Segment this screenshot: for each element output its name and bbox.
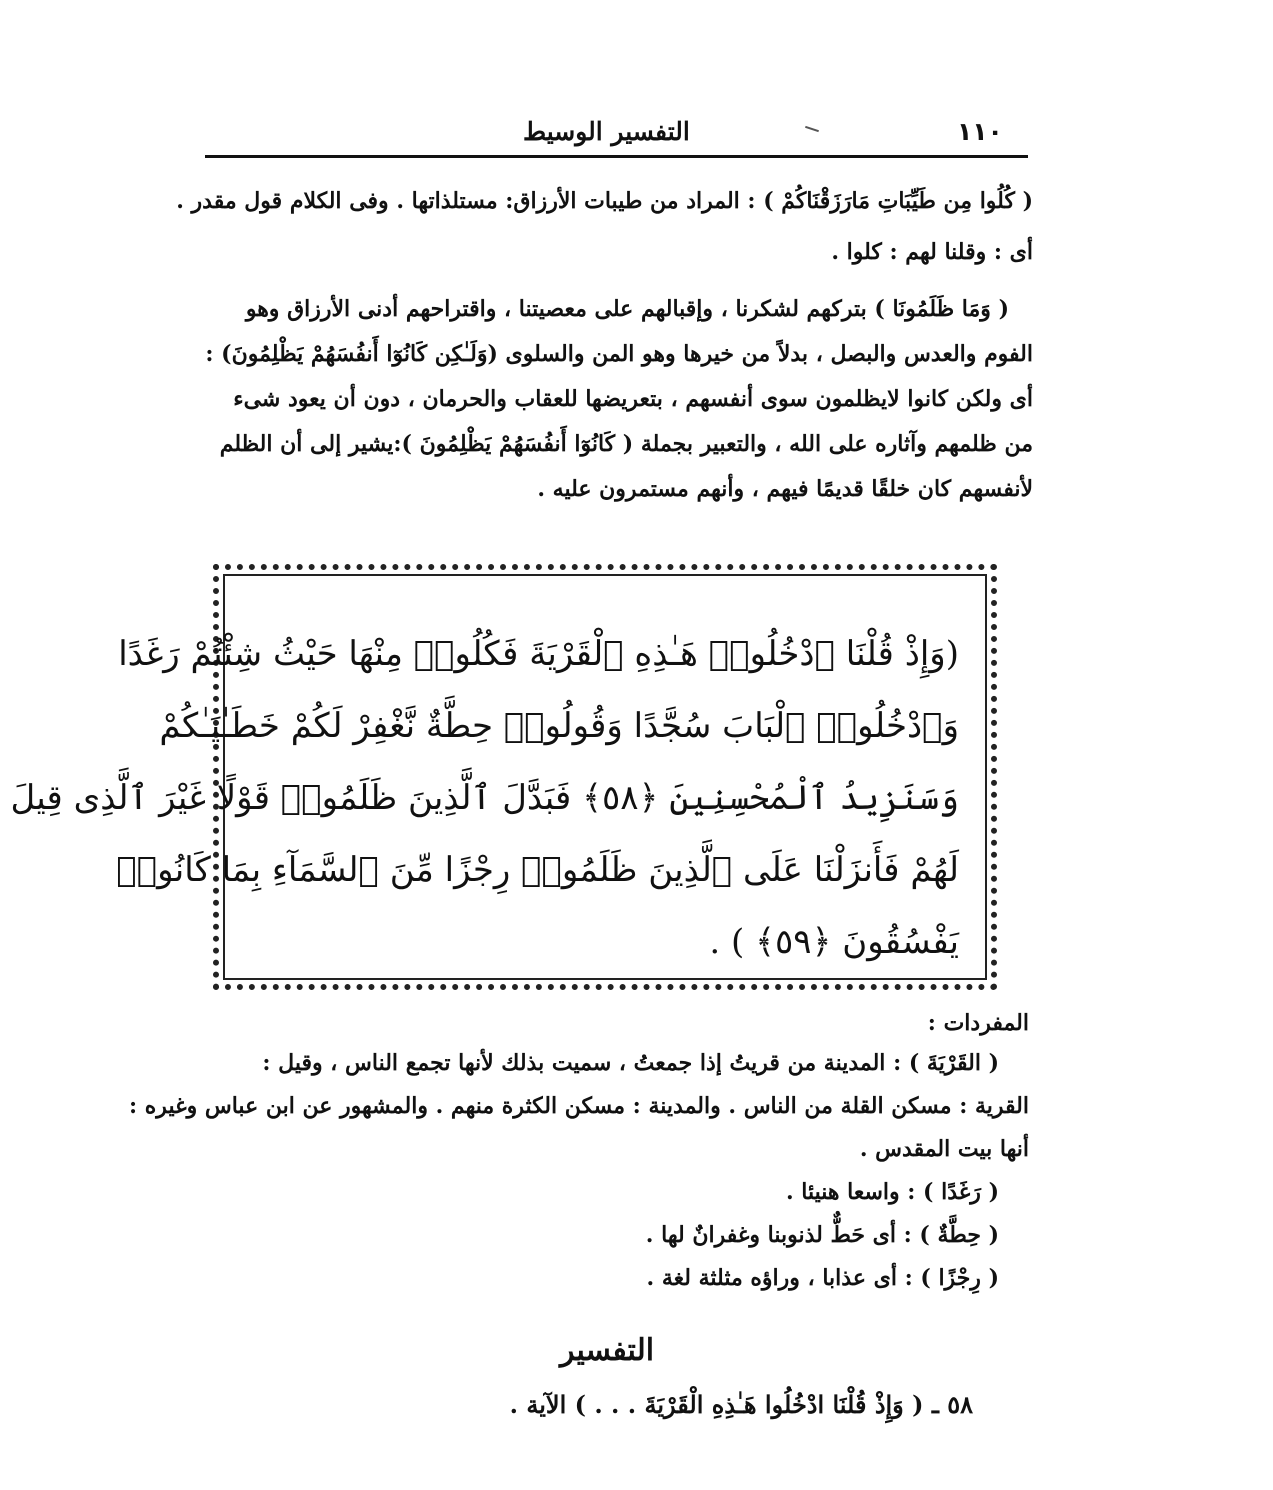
commentary-line: ( كُلُوا مِن طَيِّبَاتِ مَارَزَقْنَاكُمْ ) : المراد من طيبات الأرزاق: مستلذاتها . وفى الكلام قول مقدر . xyxy=(176,188,1033,214)
commentary-line: ( وَمَا ظَلَمُونَا ) بتركهم لشكرنا ، وإقبالهم على معصيتنا ، واقتراحهم أدنى الأرزاق وهو xyxy=(245,296,1009,322)
tafsir-heading: التفسير xyxy=(560,1333,655,1368)
vocabulary-entry: ( رَغَدًا ) : واسعا هنيئا . xyxy=(785,1179,999,1205)
page-header xyxy=(205,115,1028,158)
commentary-line: من ظلمهم وآثاره على الله ، والتعبير بجملة ( كَانُوٓا أَنفُسَهُمْ يَظْلِمُونَ ):يشير إلى أن الظلم xyxy=(219,431,1033,457)
quran-line: (وَإِذْ قُلْنَا ٱدْخُلُوا۟ هَـٰذِهِ ٱلْقَرْيَةَ فَكُلُوا۟ مِنْهَا حَيْثُ شِئْتُمْ رَغَدًا xyxy=(118,634,959,674)
quran-verse-frame xyxy=(10,564,997,990)
quran-verse-text xyxy=(10,618,959,978)
vocabulary-entry: ( حِطَّةٌ ) : أى حَطٌّ لذنوبنا وغفرانٌ لها . xyxy=(645,1222,999,1248)
quran-line: وَٱدْخُلُوا۟ ٱلْبَابَ سُجَّدًا وَقُولُوا۟ حِطَّةٌ نَّغْفِرْ لَكُمْ خَطَـٰيَـٰكُمْ xyxy=(159,706,959,746)
vocabulary-entry: ( رِجْزًا ) : أى عذابا ، وراؤه مثلثة لغة . xyxy=(646,1265,999,1291)
commentary-line: أى : وقلنا لهم : كلوا . xyxy=(831,239,1033,265)
quran-line: يَفْسُقُونَ ﴿٥٩﴾ ) . xyxy=(709,922,959,962)
quran-line: وَسَنَزِيدُ ٱلْمُحْسِنِينَ ﴿٥٨﴾ فَبَدَّلَ ٱلَّذِينَ ظَلَمُوا۟ قَوْلًا غَيْرَ ٱلَّذِى قِيلَ xyxy=(10,778,959,818)
commentary-block xyxy=(176,188,1033,521)
vocabulary-block xyxy=(129,1050,1029,1308)
commentary-line: الفوم والعدس والبصل ، بدلاً من خيرها وهو المن والسلوى (وَلَـٰكِن كَانُوٓا أَنفُسَهُمْ يَظْلِمُونَ) : xyxy=(205,341,1033,367)
quran-line: لَهُمْ فَأَنزَلْنَا عَلَى ٱلَّذِينَ ظَلَمُوا۟ رِجْزًا مِّنَ ٱلسَّمَآءِ بِمَا كَانُوا۟ xyxy=(116,850,959,890)
vocabulary-line: أنها بيت المقدس . xyxy=(859,1136,1029,1162)
commentary-line: لأنفسهم كان خلقًا قديمًا فيهم ، وأنهم مستمرون عليه . xyxy=(537,476,1033,502)
running-title: التفسير الوسيط xyxy=(523,117,690,146)
verse-reference: ٥٨ ـ ( وَإِذْ قُلْنَا ادْخُلُوا هَـٰذِهِ الْقَرْيَةَ . . . ) الآية . xyxy=(509,1390,973,1419)
vocabulary-line: القرية : مسكن القلة من الناس . والمدينة : مسكن الكثرة منهم . والمشهور عن ابن عباس وغيره : xyxy=(129,1093,1029,1119)
vocabulary-heading: المفردات : xyxy=(927,1010,1029,1036)
page-number: ١١٠ xyxy=(957,117,1003,146)
commentary-line: أى ولكن كانوا لايظلمون سوى أنفسهم ، بتعريضها للعقاب والحرمان ، دون أن يعود شىء xyxy=(233,386,1033,412)
vocabulary-line: ( القَرْيَةَ ) : المدينة من قريتُ إذا جمعتُ ، سميت بذلك لأنها تجمع الناس ، وقيل : xyxy=(262,1050,999,1076)
